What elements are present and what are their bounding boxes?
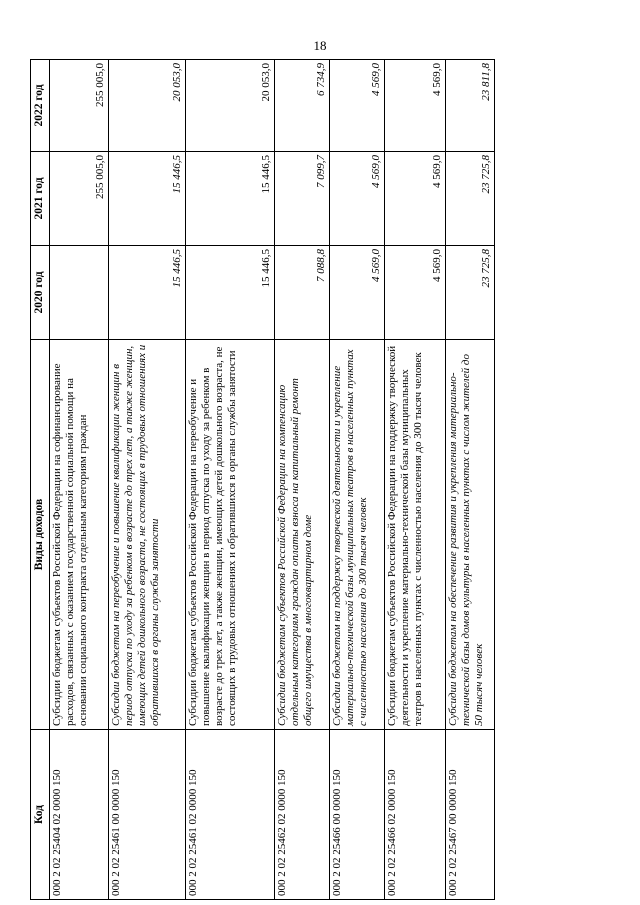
row-code: 000 2 02 25466 00 0000 150 (330, 730, 385, 900)
row-code: 000 2 02 25461 02 0000 150 (186, 730, 275, 900)
row-value-2020: 15 446,5 (186, 246, 275, 340)
table-row (275, 60, 330, 900)
revenue-table (30, 59, 495, 900)
row-name: Субсидии бюджетам субъектов Российской Федерации на поддержку творческой деятельности и укрепление материально-технической базы муниципальных театров в населенных пунктах с численностью населения до 300 тысяч человек (385, 340, 446, 730)
row-name: Субсидии бюджетам на обеспечение развития и укрепления материально-технической базы домов культуры в населенных пунктах с числом жителей до 50 тысяч человек (446, 340, 495, 730)
row-value-2021: 15 446,5 (186, 152, 275, 246)
row-name: Субсидии бюджетам субъектов Российской Федерации на переобучение и повышение квалификации женщин в период отпуска по уходу за ребенком в возрасте до трех лет, а также женщин, имеющих детей дошкольного возраста, не состоящих в трудовых отношениях и обратившихся в органы службы занятости (186, 340, 275, 730)
row-name: Субсидии бюджетам субъектов Российской Федерации на софинансирование расходов, связанных с оказанием государственной социальной помощи на основании социального контракта отдельным категориям граждан (50, 340, 109, 730)
row-value-2020 (50, 246, 109, 340)
row-code: 000 2 02 25462 02 0000 150 (275, 730, 330, 900)
row-code: 000 2 02 25461 00 0000 150 (109, 730, 186, 900)
row-value-2022: 20 053,0 (109, 60, 186, 152)
row-value-2021: 7 099,7 (275, 152, 330, 246)
table-row (50, 60, 109, 900)
row-value-2021: 4 569,0 (330, 152, 385, 246)
row-code: 000 2 02 25404 02 0000 150 (50, 730, 109, 900)
row-value-2022: 4 569,0 (385, 60, 446, 152)
row-value-2021: 23 725,8 (446, 152, 495, 246)
rotated-table-wrapper (30, 60, 598, 900)
table-row (330, 60, 385, 900)
header-code: Код (31, 730, 50, 900)
row-value-2020: 4 569,0 (385, 246, 446, 340)
header-2022: 2022 год (31, 60, 50, 152)
page-number: 18 (313, 38, 327, 53)
row-value-2021: 4 569,0 (385, 152, 446, 246)
row-value-2020: 7 088,8 (275, 246, 330, 340)
header-2021: 2021 год (31, 152, 50, 246)
row-value-2022: 23 811,8 (446, 60, 495, 152)
table-row (186, 60, 275, 900)
row-value-2021: 255 005,0 (50, 152, 109, 246)
table-row (109, 60, 186, 900)
row-code: 000 2 02 25467 00 0000 150 (446, 730, 495, 900)
row-code: 000 2 02 25466 02 0000 150 (385, 730, 446, 900)
row-value-2022: 4 569,0 (330, 60, 385, 152)
row-name: Субсидии бюджетам субъектов Российской Федерации на компенсацию отдельным категориям граждан оплаты взноса на капитальный ремонт общего имущества в многоквартирном доме (275, 340, 330, 730)
row-value-2022: 20 053,0 (186, 60, 275, 152)
table-header-row (31, 60, 50, 900)
row-value-2022: 6 734,9 (275, 60, 330, 152)
row-value-2020: 4 569,0 (330, 246, 385, 340)
table-row (446, 60, 495, 900)
row-value-2021: 15 446,5 (109, 152, 186, 246)
row-name: Субсидии бюджетам на поддержку творческой деятельности и укрепление материально-технической базы муниципальных театров в населенных пунктах с численностью населения до 300 тысяч человек (330, 340, 385, 730)
row-value-2020: 15 446,5 (109, 246, 186, 340)
row-value-2022: 255 005,0 (50, 60, 109, 152)
row-name: Субсидии бюджетам на переобучение и повышение квалификации женщин в период отпуска по уходу за ребенком в возрасте до трех лет, а также женщин, имеющих детей дошкольного возраста, не состоящих в трудовых отношениях и обратившихся в органы службы занятости (109, 340, 186, 730)
header-2020: 2020 год (31, 246, 50, 340)
header-name: Виды доходов (31, 340, 50, 730)
table-row (385, 60, 446, 900)
row-value-2020: 23 725,8 (446, 246, 495, 340)
rotated-table-area (30, 60, 598, 900)
